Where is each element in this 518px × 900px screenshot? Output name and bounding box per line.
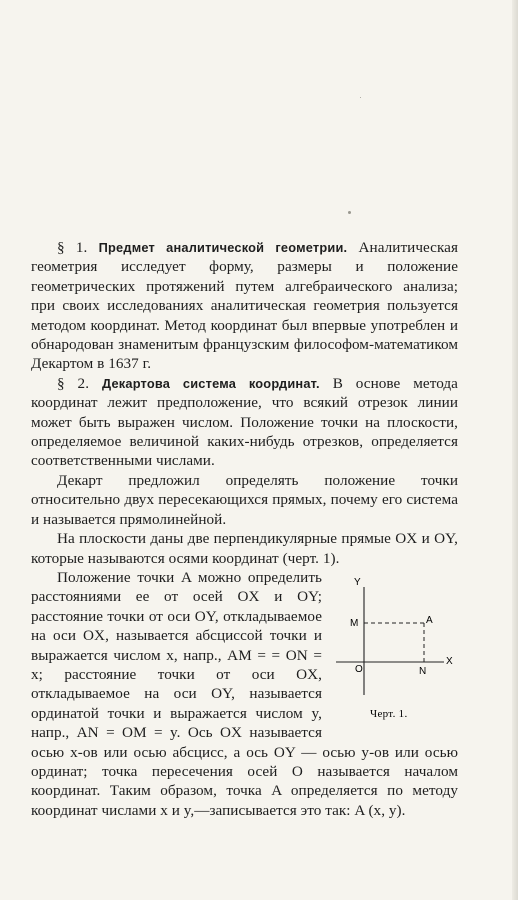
section-2-heading: Декартова система координат. [101, 375, 320, 391]
paragraph-axes: На плоскости даны две перпендикулярные прямые OX и OY, которые называются осями координат (черт. 1). [31, 530, 458, 567]
section-2-number: § 2. [57, 374, 90, 392]
paragraph-descartes: Декарт предложил определять положение точки относительно двух пересекающихся прямых, почему его система и называется прямолинейной. [31, 471, 458, 528]
section-1-number: § 1. [57, 239, 88, 256]
section-1-paragraph [31, 238, 458, 374]
page-edge [512, 0, 518, 900]
label-m: M [350, 617, 359, 629]
label-n: N [419, 665, 427, 677]
label-a: A [426, 614, 433, 626]
section-1-text: Аналитическая геометрия исследует форму, размеры и положение геометрических протяжений путем алгебраического анализа; при своих исследованиях аналитическая геометрия пользуется методом координат. Метод координат был впервые употреблен и обнародован знаменитым французским философом-математиком Декартом в 1637 г. [31, 239, 458, 373]
label-x: X [446, 655, 453, 667]
figure-1 [332, 577, 462, 725]
text-body [31, 238, 458, 820]
label-y: Y [354, 576, 361, 588]
section-1-heading: Предмет аналитической геометрии. [98, 240, 348, 255]
paragraph-coordinates [31, 568, 458, 820]
paper-speck [348, 211, 351, 214]
label-o: O [355, 663, 363, 675]
figure-caption: Черт. 1. [370, 707, 408, 720]
section-2-text: В основе метода координат лежит предположение, что всякий отрезок линии может быть выражен числом. Положение точки на плоскости, определяемое величиной каких-нибудь отрезков, определяется соответственными числами. [31, 374, 458, 470]
section-2-paragraph [31, 374, 458, 471]
paper-speck [360, 97, 361, 98]
paragraph-coordinates-text: Положение точки A можно определить расстояниями ее от осей OX и OY; расстояние точки от оси OY, откладываемое на оси OX, называется абсциссой точки и выражается числом x, напр., AM = = ON = x; расстояние точки от оси OX, откладываемое на оси OY, называется ординатой точки и выражается числом y, напр., AN = OM = y. Ось OX называется осью x-ов или осью абсцисс, а ось OY — осью y-ов или осью ординат; точка пересечения осей O называется началом координат. Таким образом, точка A определяется по методу координат числами x и y,—записывается это так: A (x, y). [31, 568, 458, 819]
coordinate-diagram [332, 577, 462, 725]
